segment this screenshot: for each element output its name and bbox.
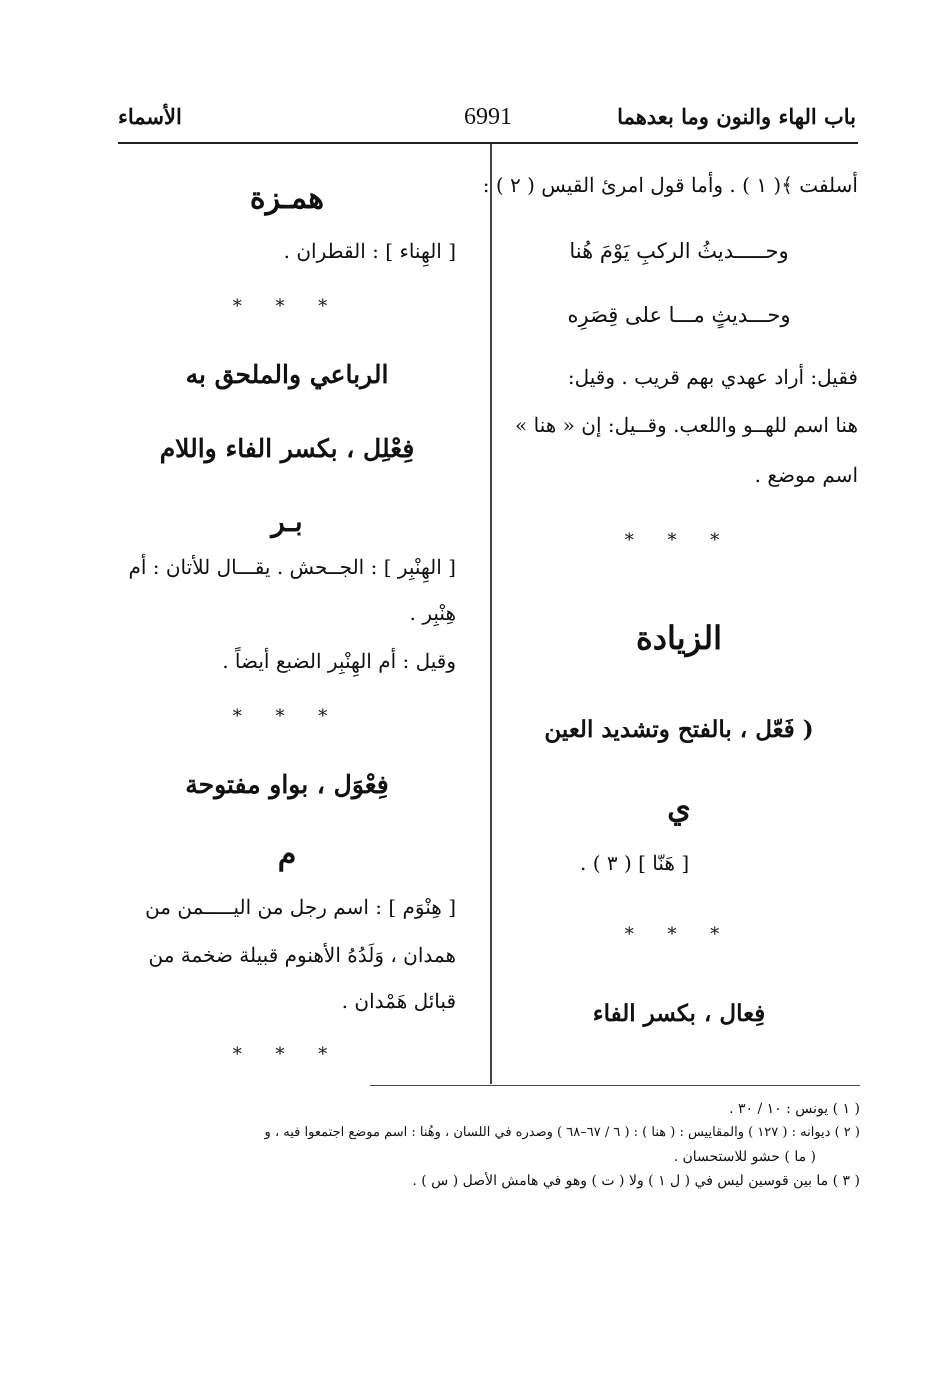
section-heading: الزيادة (636, 619, 722, 657)
footnote-1: ( ١ ) يونس : ١٠ / ٣٠ . (729, 1101, 860, 1117)
separator-stars: * * * (624, 530, 734, 551)
root-letter-heading: بـر (271, 505, 303, 538)
entry-line: [ الهِنْبِر ] : الجــحش . يقـــال للأتان : أم (128, 555, 456, 579)
chapter-title: باب الهاء والنون وما بعدهما (617, 104, 856, 129)
verse-line: وحـــديثٍ مـــا على قِصَرِه (567, 303, 791, 327)
entry-line: [ الهِناء ] : القطران . (283, 239, 456, 263)
pattern-heading: فِعْوَل ، بواو مفتوحة (185, 770, 389, 799)
root-letter-heading: ي (667, 791, 691, 826)
entry-line: هِنْبِر . (409, 601, 456, 625)
running-header (118, 100, 856, 140)
section-title: الأسماء (118, 104, 182, 129)
footnote-2-continued: ( ما ) حشو للاستحسان . (673, 1149, 816, 1165)
section-heading: الرباعي والملحق به (185, 360, 389, 389)
footnotes (118, 1097, 860, 1193)
page-number: 6991 (464, 104, 512, 130)
separator-stars: * * * (232, 296, 342, 317)
pattern-heading: ( فَعّل ، بالفتح وتشديد العين (544, 716, 814, 743)
footnote-2: ( ٢ ) ديوانه : ( ١٢٧ ) والمقاييس : ( هنا ) : ( ٦ / ٦٧–٦٨ ) وصدره في اللسان ، وهُنا : اسم موضع اجتمعوا فيه ، و (264, 1125, 860, 1140)
entry-line: [ هَنّا ] ( ٣ ) . (580, 851, 690, 875)
separator-stars: * * * (232, 706, 342, 727)
pattern-heading: فِعْلِل ، بكسر الفاء واللام (159, 434, 415, 463)
root-heading: همـزة (249, 181, 325, 216)
root-letter-heading: م (277, 837, 297, 872)
entry-line: [ هِنْوَم ] : اسم رجل من اليـــــمن من (145, 895, 456, 919)
pattern-heading: فِعال ، بكسر الفاء (592, 1000, 766, 1027)
text-line: اسم موضع . (754, 463, 858, 487)
entry-line: قبائل هَمْدان . (341, 989, 456, 1013)
entry-line: وقيل : أم الهِنْبِر الضبع أيضاً . (222, 649, 456, 673)
separator-stars: * * * (232, 1044, 342, 1065)
text-line: هنا اسم للهــو واللعب. وقــيل: إن « هنا » (515, 413, 858, 437)
column-divider (490, 144, 492, 1084)
footnote-3: ( ٣ ) ما بين قوسين ليس في ( ل ١ ) ولا ( ت ) وهو في هامش الأصل ( س ) . (412, 1173, 860, 1189)
entry-line: همدان ، وَلَدُهُ الأهنوم قبيلة ضخمة من (148, 943, 456, 967)
verse-line: وحـــــديثُ الركبِ يَوْمَ هُنا (569, 239, 789, 263)
footnote-rule (370, 1085, 860, 1086)
header-rule (118, 142, 858, 144)
text-line: فقيل: أراد عهدي بهم قريب . وقيل: (567, 365, 858, 389)
separator-stars: * * * (624, 924, 734, 945)
text-line: أسلفت ﴾( ١ ) . وأما قول امرئ القيس ( ٢ ) : (482, 173, 858, 197)
